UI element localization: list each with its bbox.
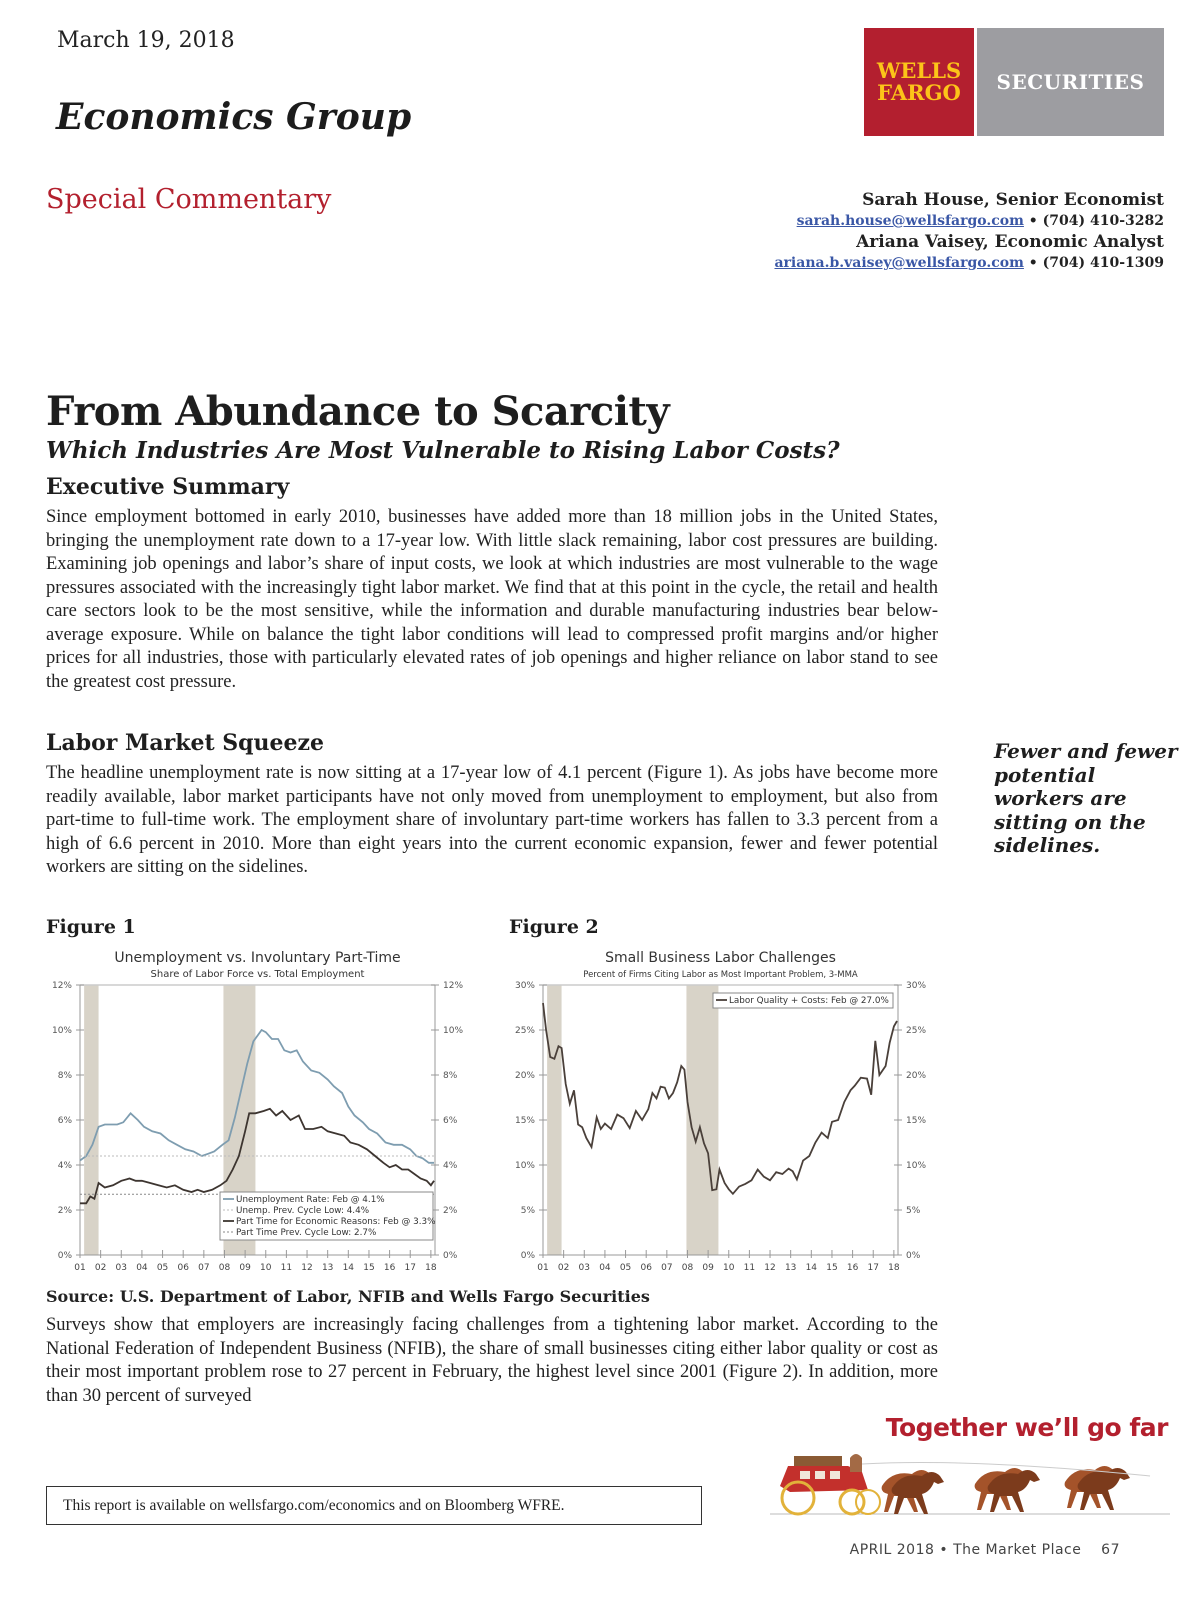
x-tick-label: 01: [74, 1263, 86, 1273]
y-tick-label-right: 0%: [443, 1251, 458, 1261]
x-tick-label: 17: [867, 1263, 879, 1273]
surveys-paragraph: Surveys show that employers are increasingly facing challenges from a tightening labor market. According to the National Federation of Independent Business (NFIB), the share of small businesses citing either labor quality or cost as their most important problem rose to 27 percent in February, the highest level since 2001 (Figure 2). In addition, more than 30 percent of surveyed: [46, 1315, 938, 1406]
x-tick-label: 02: [94, 1263, 107, 1273]
y-tick-label-right: 15%: [906, 1116, 927, 1126]
x-tick-label: 16: [383, 1263, 396, 1273]
x-tick-label: 10: [260, 1263, 272, 1273]
y-tick-label-left: 8%: [57, 1071, 72, 1081]
legend-label: Part Time for Economic Reasons: Feb @ 3.3%: [236, 1217, 436, 1227]
y-tick-label-left: 10%: [51, 1026, 72, 1036]
x-tick-label: 04: [136, 1263, 148, 1273]
x-tick-label: 18: [888, 1263, 900, 1273]
heading-executive-summary: Executive Summary: [46, 474, 290, 500]
logo-line-1: WELLS: [876, 58, 962, 83]
legend-label: Part Time Prev. Cycle Low: 2.7%: [236, 1228, 377, 1238]
x-tick-label: 12: [301, 1263, 313, 1273]
y-tick-label-right: 10%: [906, 1161, 927, 1171]
separator: •: [1023, 255, 1043, 271]
horses-icon: [882, 1466, 1130, 1514]
figure-2-label: Figure 2: [509, 916, 599, 938]
x-tick-label: 11: [280, 1263, 293, 1273]
footer-page-number: 67: [1101, 1542, 1120, 1558]
x-tick-label: 03: [115, 1263, 128, 1273]
x-tick-label: 18: [425, 1263, 437, 1273]
y-tick-label-right: 30%: [906, 981, 927, 991]
y-tick-label-left: 2%: [57, 1206, 72, 1216]
y-tick-label-right: 5%: [906, 1206, 921, 1216]
x-tick-label: 13: [784, 1263, 797, 1273]
figure-1-label: Figure 1: [46, 916, 136, 938]
figure-2-svg: [503, 945, 943, 1275]
stagecoach-illustration: [770, 1438, 1170, 1520]
x-tick-label: 01: [537, 1263, 549, 1273]
recession-band: [84, 985, 98, 1255]
y-tick-label-left: 0%: [520, 1251, 535, 1261]
contact-name: Ariana Vaisey, Economic Analyst: [856, 232, 1164, 252]
y-tick-label-left: 6%: [57, 1116, 72, 1126]
tagline: Together we’ll go far: [885, 1413, 1168, 1442]
logo-line-2: FARGO: [877, 80, 961, 105]
securities-label: SECURITIES: [996, 70, 1145, 94]
chart-subtitle: Percent of Firms Citing Labor as Most Important Problem, 3-MMA: [583, 970, 858, 980]
separator: •: [1023, 213, 1043, 229]
y-tick-label-right: 4%: [443, 1161, 458, 1171]
figure-1-chart: [40, 945, 480, 1279]
footer-publication: The Market Place: [953, 1542, 1082, 1558]
heading-labor-market-squeeze: Labor Market Squeeze: [46, 730, 325, 756]
x-tick-label: 14: [805, 1263, 818, 1273]
y-tick-label-left: 25%: [514, 1026, 535, 1036]
x-tick-label: 04: [599, 1263, 611, 1273]
chart-title: Small Business Labor Challenges: [605, 950, 836, 966]
contact-email-link[interactable]: sarah.house@wellsfargo.com: [796, 213, 1024, 229]
page-footer: [850, 1542, 1120, 1558]
x-tick-label: 06: [640, 1263, 652, 1273]
figure-2-chart: [503, 945, 943, 1279]
x-tick-label: 14: [342, 1263, 355, 1273]
x-tick-label: 08: [218, 1263, 231, 1273]
x-tick-label: 17: [404, 1263, 416, 1273]
chart-title: Unemployment vs. Involuntary Part-Time: [114, 950, 401, 966]
y-tick-label-left: 10%: [514, 1161, 535, 1171]
y-tick-label-left: 0%: [57, 1251, 72, 1261]
series-line: [80, 1030, 434, 1163]
x-tick-label: 06: [177, 1263, 189, 1273]
x-tick-label: 13: [321, 1263, 334, 1273]
report-date: March 19, 2018: [57, 28, 235, 53]
legend-label: Unemployment Rate: Feb @ 4.1%: [236, 1195, 385, 1205]
figure-1-svg: [40, 945, 480, 1275]
pull-quote: Fewer and fewer potential workers are sitting on the sidelines.: [994, 739, 1178, 857]
contact-email-link[interactable]: ariana.b.vaisey@wellsfargo.com: [774, 255, 1024, 271]
securities-logo: [977, 28, 1164, 136]
y-tick-label-left: 4%: [57, 1161, 72, 1171]
group-title: Economics Group: [56, 96, 412, 138]
contact-name: Sarah House, Senior Economist: [862, 190, 1164, 210]
x-tick-label: 16: [846, 1263, 859, 1273]
executive-summary-paragraph: Since employment bottomed in early 2010, businesses have added more than 18 million jobs in the United States, bringing the unemployment rate down to a 17-year low. With little slack remaining, labor cost pressures are building. Examining job openings and labor’s share of input costs, we look at which industries are most vulnerable to the wage pressures associated with the increasingly tight labor market. We find that at this point in the cycle, the retail and health care sectors look to be the most sensitive, while the information and durable manufacturing industries bear below-average exposure. While on balance the tight labor conditions will lead to compressed profit margins and/or higher prices for all industries, those with particularly elevated rates of job openings and higher reliance on labor stand to see the greatest cost pressure.: [46, 507, 938, 692]
x-tick-label: 09: [702, 1263, 714, 1273]
stagecoach-icon: [780, 1454, 880, 1514]
y-tick-label-right: 12%: [443, 981, 464, 991]
contact-phone: (704) 410-1309: [1042, 255, 1164, 271]
y-tick-label-right: 2%: [443, 1206, 458, 1216]
chart-subtitle: Share of Labor Force vs. Total Employment: [150, 969, 365, 980]
y-tick-label-left: 12%: [51, 981, 72, 991]
x-tick-label: 11: [743, 1263, 756, 1273]
x-tick-label: 09: [239, 1263, 251, 1273]
y-tick-label-right: 0%: [906, 1251, 921, 1261]
wells-fargo-logo: [864, 28, 974, 136]
report-availability-box: [46, 1486, 702, 1525]
section-label: Special Commentary: [46, 184, 332, 215]
x-tick-label: 05: [619, 1263, 632, 1273]
figure-source: Source: U.S. Department of Labor, NFIB and Wells Fargo Securities: [46, 1287, 650, 1306]
article-subtitle: Which Industries Are Most Vulnerable to Rising Labor Costs?: [46, 437, 840, 464]
series-line: [543, 1003, 897, 1194]
footer-issue: APRIL 2018: [849, 1542, 935, 1558]
y-tick-label-right: 10%: [443, 1026, 464, 1036]
x-tick-label: 07: [661, 1263, 673, 1273]
legend-label: Labor Quality + Costs: Feb @ 27.0%: [729, 996, 889, 1006]
x-tick-label: 08: [681, 1263, 694, 1273]
recession-band: [547, 985, 561, 1255]
labor-market-paragraph: The headline unemployment rate is now sitting at a 17-year low of 4.1 percent (Figure 1). As jobs have become more readily available, labor market participants have not only moved from unemployment to employment, but also from part-time to full-time work. The employment share of involuntary part-time workers has fallen to 3.3 percent from a high of 6.6 percent in 2010. More than eight years into the current economic expansion, fewer and fewer potential workers are sitting on the sidelines.: [46, 763, 938, 877]
x-tick-label: 10: [723, 1263, 735, 1273]
x-tick-label: 15: [826, 1263, 838, 1273]
y-tick-label-right: 8%: [443, 1071, 458, 1081]
y-tick-label-right: 25%: [906, 1026, 927, 1036]
y-tick-label-left: 20%: [514, 1071, 535, 1081]
y-tick-label-left: 30%: [514, 981, 535, 991]
y-tick-label-left: 15%: [514, 1116, 535, 1126]
x-tick-label: 03: [578, 1263, 591, 1273]
footer-separator: •: [934, 1542, 954, 1558]
x-tick-label: 07: [198, 1263, 210, 1273]
x-tick-label: 02: [557, 1263, 570, 1273]
x-tick-label: 15: [363, 1263, 375, 1273]
legend-label: Unemp. Prev. Cycle Low: 4.4%: [236, 1206, 370, 1216]
x-tick-label: 05: [156, 1263, 169, 1273]
x-tick-label: 12: [764, 1263, 776, 1273]
y-tick-label-right: 20%: [906, 1071, 927, 1081]
report-availability-text: This report is available on wellsfargo.com/economics and on Bloomberg WFRE.: [63, 1496, 565, 1514]
y-tick-label-right: 6%: [443, 1116, 458, 1126]
contact-1: [774, 190, 1164, 271]
y-tick-label-left: 5%: [520, 1206, 535, 1216]
article-title: From Abundance to Scarcity: [46, 388, 670, 435]
contact-phone: (704) 410-3282: [1042, 213, 1164, 229]
